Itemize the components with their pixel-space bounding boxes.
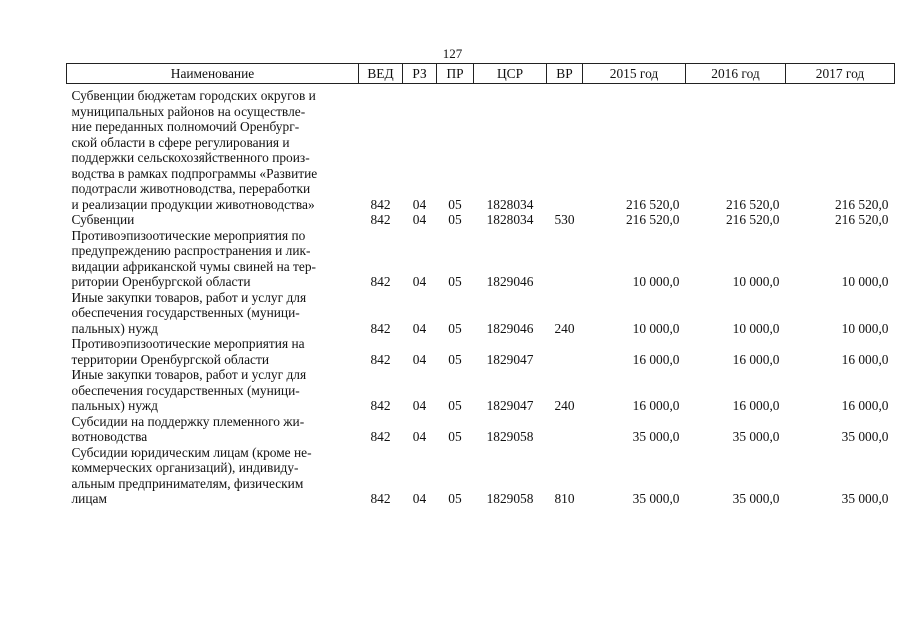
cell-2016: 16 000,0 [732,398,780,413]
name-line: ние переданных полномочий Оренбург- [71,119,300,134]
cell-csr: 1829058 [486,491,534,506]
cell-2016: 10 000,0 [732,320,780,336]
cell-csr: 1829046 [486,274,534,289]
cell-pr: 05 [448,429,462,444]
name-line: Противоэпизоотические мероприятия на [71,336,305,351]
cell-name [67,290,359,337]
cell-csr: 1829047 [486,351,534,367]
header-2017: 2017 год [786,64,895,84]
cell-pr: 05 [448,491,462,506]
cell-2016: 16 000,0 [732,351,780,367]
table-row [67,414,895,445]
name-line: муниципальных районов на осуществле- [71,103,306,119]
table-row [67,336,895,367]
header-name: Наименование [67,64,359,84]
page-number: 127 [442,46,463,61]
cell-2015: 216 520,0 [625,212,680,227]
name-line: водства в рамках подпрограммы «Развитие [71,165,318,181]
name-line: ской области в сфере регулирования и [71,134,290,150]
header-2016: 2016 год [686,64,786,84]
cell-2016: 216 520,0 [725,212,780,227]
cell-vr: 810 [554,491,575,506]
name-line: Субвенции бюджетам городских округов и [71,88,316,103]
name-line: Иные закупки товаров, работ и услуг для [71,289,307,305]
cell-2017: 216 520,0 [834,196,889,212]
cell-name [67,228,359,290]
cell-pr: 05 [448,196,462,212]
budget-table [66,63,895,507]
name-line: территории Оренбургской области [71,351,269,367]
cell-ved: 842 [370,429,391,444]
cell-pr: 05 [448,398,462,413]
cell-2017: 35 000,0 [841,429,889,444]
header-2015: 2015 год [583,64,686,84]
cell-pr: 05 [448,274,462,289]
cell-vr: 240 [554,320,575,336]
cell-csr: 1829047 [486,398,534,413]
cell-name [67,84,359,213]
cell-pr: 05 [448,320,462,336]
cell-ved: 842 [370,398,391,413]
table-row [67,445,895,507]
cell-pr: 05 [448,212,462,227]
cell-csr: 1828034 [486,196,534,212]
header-ved: ВЕД [359,64,403,84]
cell-2016: 35 000,0 [732,429,780,444]
header-rz: РЗ [403,64,437,84]
name-line: альным предпринимателям, физическим [71,475,304,491]
cell-2017: 10 000,0 [841,320,889,336]
table-row [67,212,895,228]
cell-ved: 842 [370,196,391,212]
cell-vr: 240 [554,398,575,413]
cell-vr: 530 [554,212,575,227]
cell-2017: 35 000,0 [841,491,889,506]
cell-2015: 10 000,0 [632,274,680,289]
name-line: вотноводства [71,429,148,444]
cell-rz: 04 [412,196,427,212]
cell-rz: 04 [412,320,427,336]
name-line: и реализации продукции животноводства» [71,196,315,212]
name-line: предупреждению распространения и лик- [71,243,311,258]
cell-name [67,445,359,507]
cell-vr [547,228,583,290]
table-row [67,228,895,290]
cell-ved: 842 [370,320,391,336]
cell-name [67,367,359,414]
cell-ved: 842 [370,491,391,506]
cell-csr: 1828034 [486,212,534,227]
cell-2015: 16 000,0 [632,398,680,413]
name-line: Субсидии на поддержку племенного жи- [71,413,305,429]
table-row [67,84,895,213]
header-vr: ВР [547,64,583,84]
cell-2017: 216 520,0 [834,212,889,227]
cell-pr: 05 [448,351,462,367]
cell-rz: 04 [412,429,427,444]
name-line: коммерческих организаций), индивиду- [71,460,299,475]
cell-2015: 10 000,0 [632,320,680,336]
cell-rz: 04 [412,274,427,289]
name-line: ритории Оренбургской области [71,274,251,289]
cell-ved: 842 [370,351,391,367]
cell-name [67,212,359,228]
cell-vr [547,414,583,445]
cell-2015: 216 520,0 [625,196,680,212]
cell-2017: 16 000,0 [841,351,889,367]
name-line: Противоэпизоотические мероприятия по [71,227,306,243]
name-line: видации африканской чумы свиней на тер- [71,258,316,274]
cell-name [67,336,359,367]
name-line: Иные закупки товаров, работ и услуг для [71,367,307,382]
cell-2017: 10 000,0 [841,274,889,289]
cell-2016: 216 520,0 [725,196,780,212]
table-header-row [67,64,895,84]
name-line: пальных) нужд [71,320,158,336]
cell-2015: 35 000,0 [632,429,680,444]
cell-ved: 842 [370,274,391,289]
cell-2016: 10 000,0 [732,274,780,289]
cell-2015: 16 000,0 [632,351,680,367]
name-line: обеспечения государственных (муници- [71,305,300,320]
cell-rz: 04 [412,212,427,227]
cell-csr: 1829058 [486,429,534,444]
name-line: Субвенции [71,212,135,227]
header-pr: ПР [437,64,474,84]
cell-2015: 35 000,0 [632,491,680,506]
cell-2017: 16 000,0 [841,398,889,413]
table-row [67,367,895,414]
name-line: подотрасли животноводства, переработки [71,181,311,196]
cell-2016: 35 000,0 [732,491,780,506]
table-body [67,84,895,507]
cell-csr: 1829046 [486,320,534,336]
cell-rz: 04 [412,351,427,367]
cell-rz: 04 [412,398,427,413]
name-line: обеспечения государственных (муници- [71,382,300,398]
cell-vr [547,84,583,213]
cell-rz: 04 [412,491,427,506]
header-csr: ЦСР [474,64,547,84]
cell-vr [547,336,583,367]
name-line: пальных) нужд [71,398,158,413]
cell-name [67,414,359,445]
name-line: поддержки сельскохозяйственного произ- [71,150,310,165]
name-line: Субсидии юридическим лицам (кроме не- [71,444,312,460]
name-line: лицам [71,491,107,506]
cell-ved: 842 [370,212,391,227]
table-row [67,290,895,337]
